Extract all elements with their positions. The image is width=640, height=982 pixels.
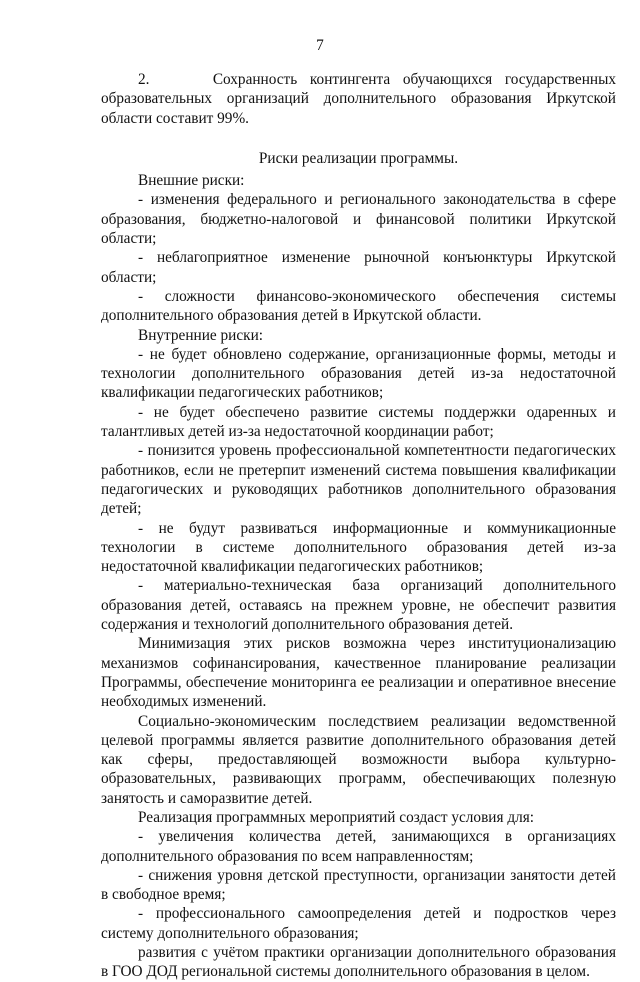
document-body — [101, 70, 616, 982]
external-risk-item: - сложности финансово-экономического обеспечения системы дополнительного образования детей в Иркутской области. — [101, 287, 616, 325]
internal-risks-heading: Внутренние риски: — [138, 326, 264, 344]
external-risk-item: - изменения федерального и регионального законодательства в сфере образования, бюджетно-налоговой и финансовой политики Иркутской области; — [101, 191, 616, 248]
internal-risk-item: - материально-техническая база организаций дополнительного образования детей, оставаясь на прежнем уровне, не обеспечит развития содержания и технологий дополнительного образования детей. — [101, 577, 616, 634]
internal-risk-item: - не будет обновлено содержание, организационные формы, методы и технологии дополнительного образования детей из-за недостаточной квалификации педагогических работников; — [101, 345, 616, 402]
section-title: Риски реализации программы. — [258, 149, 459, 167]
internal-risk-item: - не будет обеспечено развитие системы поддержки одаренных и талантливых детей из-за недостаточной координации работ; — [101, 403, 616, 441]
mitigation-paragraph: Минимизация этих рисков возможна через институционализацию механизмов софинансирования, качественное планирование реализации Программы, обеспечение мониторинга ее реализации и оперативное внесение необходимых изменений. — [101, 635, 616, 711]
condition-item: - снижения уровня детской преступности, организации занятости детей в свободное время; — [101, 866, 616, 904]
external-risks-heading: Внешние риски: — [138, 172, 245, 190]
consequence-paragraph: Социально-экономическим последствием реализации ведомственной целевой программы является развитие дополнительного образования детей как сферы, предоставляющей возможности выбора культурно-образовательных, развивающих программ, обеспечивающих полезную занятость и саморазвитие детей. — [101, 712, 616, 807]
condition-item: развития с учётом практики организации дополнительного образования в ГОО ДОД региональной системы дополнительного образования в целом. — [101, 944, 616, 981]
conditions-heading: Реализация программных мероприятий создаст условия для: — [138, 808, 535, 826]
page-number: 7 — [316, 37, 324, 54]
external-risk-item: - неблагоприятное изменение рыночной конъюнктуры Иркутской области; — [101, 249, 616, 286]
condition-item: - профессионального самоопределения детей и подростков через систему дополнительного образования; — [101, 905, 616, 942]
condition-item: - увеличения количества детей, занимающихся в организациях дополнительного образования по всем направленностям; — [101, 828, 616, 865]
intro-paragraph: 2. Сохранность контингента обучающихся государственных образовательных организаций дополнительного образования Иркутской области составит 99%. — [101, 71, 616, 127]
internal-risk-item: - понизится уровень профессиональной компетентности педагогических работников, если не претерпит изменений система повышения квалификации педагогических и руководящих работников дополнительного образования детей; — [101, 442, 616, 518]
internal-risk-item: - не будут развиваться информационные и коммуникационные технологии в системе дополнительного образования детей из-за недостаточной квалификации педагогических работников; — [101, 519, 616, 576]
